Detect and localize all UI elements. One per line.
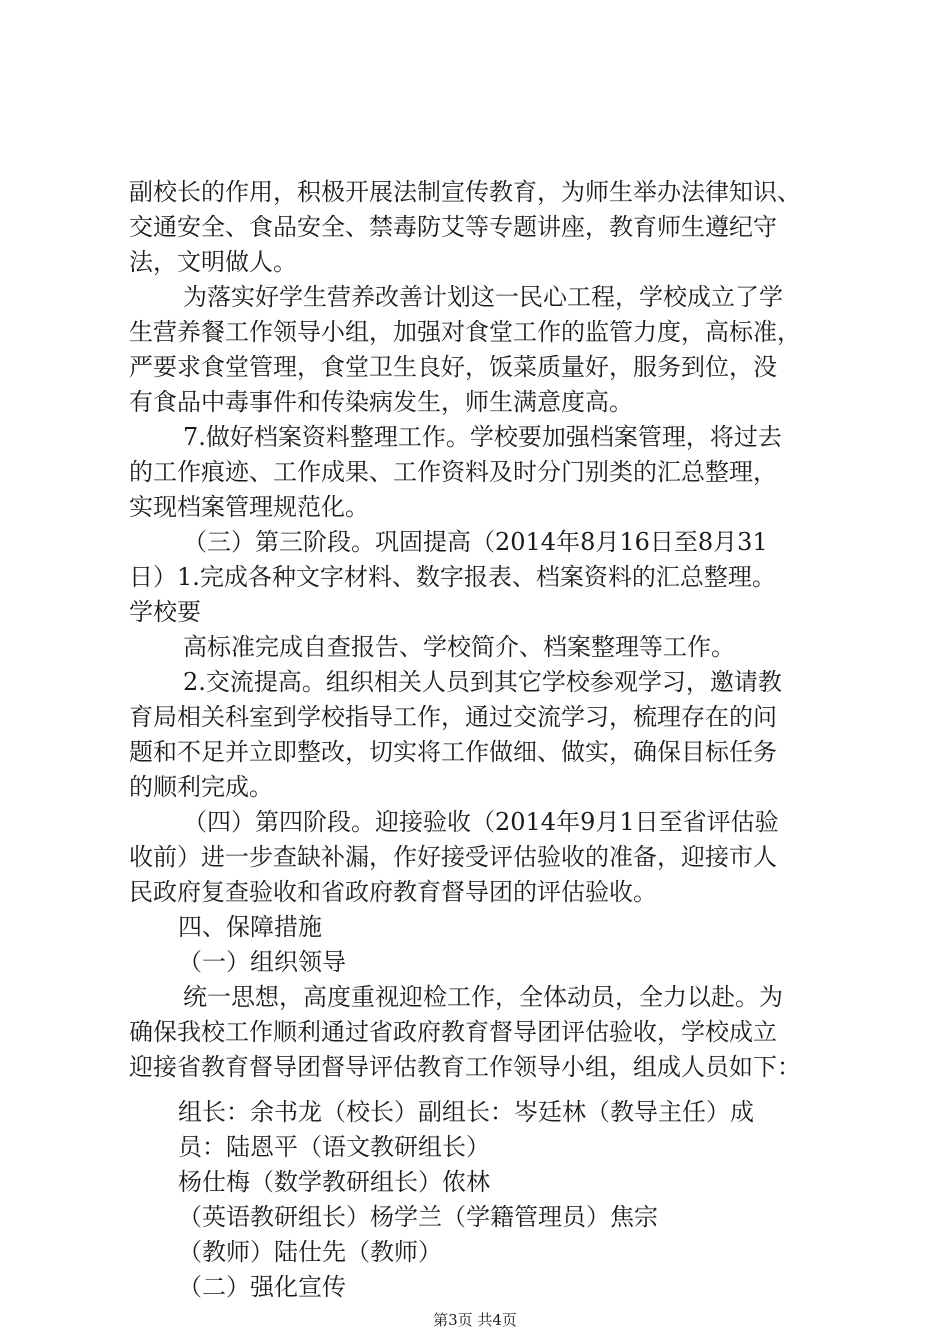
- paragraph-first-line: 为落实好学生营养改善计划这一民心工程，学校成立了学: [183, 283, 783, 311]
- body-text-line: 有食品中毒事件和传染病发生，师生满意度高。: [129, 388, 633, 416]
- body-text-line: 交通安全、食品安全、禁毒防艾等专题讲座，教育师生遵纪守: [129, 213, 777, 241]
- body-text-line: 确保我校工作顺利通过省政府教育督导团评估验收，学校成立: [129, 1018, 777, 1046]
- body-text-line: 迎接省教育督导团督导评估教育工作领导小组，组成人员如下：: [129, 1053, 801, 1081]
- paragraph-first-line: 7.做好档案资料整理工作。学校要加强档案管理，将过去: [183, 423, 782, 451]
- subsection-heading: （一）组织领导: [178, 948, 346, 976]
- member-list-line: （英语教研组长）杨学兰（学籍管理员）焦宗: [178, 1203, 658, 1231]
- body-text-line: 日）1.完成各种文字材料、数字报表、档案资料的汇总整理。: [129, 563, 776, 591]
- body-text-line: 实现档案管理规范化。: [129, 493, 369, 521]
- body-text-line: 生营养餐工作领导小组，加强对食堂工作的监管力度，高标准，: [129, 318, 801, 346]
- member-list-line: （教师）陆仕先（教师）: [178, 1238, 442, 1266]
- member-list-line: 杨仕梅（数学教研组长）侬林: [178, 1168, 490, 1196]
- member-list-line: 组长：余书龙（校长）副组长：岑廷林（教导主任）成: [178, 1098, 754, 1126]
- body-text-line: 副校长的作用，积极开展法制宣传教育，为师生举办法律知识、: [129, 178, 801, 206]
- member-list-line: 员：陆恩平（语文教研组长）: [178, 1133, 490, 1161]
- body-text-line: 法，文明做人。: [129, 248, 297, 276]
- section-heading: 四、保障措施: [178, 913, 322, 941]
- body-text-line: 学校要: [129, 598, 201, 626]
- paragraph-first-line: 统一思想，高度重视迎检工作，全体动员，全力以赴。为: [183, 983, 783, 1011]
- paragraph-first-line: 2.交流提高。组织相关人员到其它学校参观学习，邀请教: [183, 668, 782, 696]
- subsection-heading: （二）强化宣传: [178, 1273, 346, 1301]
- body-text-line: 民政府复查验收和省政府教育督导团的评估验收。: [129, 878, 657, 906]
- body-text-line: 收前）进一步查缺补漏，作好接受评估验收的准备，迎接市人: [129, 843, 777, 871]
- body-text-line: 题和不足并立即整改，切实将工作做细、做实，确保目标任务: [129, 738, 777, 766]
- body-text-line: 的工作痕迹、工作成果、工作资料及时分门别类的汇总整理，: [129, 458, 777, 486]
- section-heading-line: （三）第三阶段。巩固提高（2014年8月16日至8月31: [183, 528, 768, 556]
- body-text-line: 的顺利完成。: [129, 773, 273, 801]
- page-number-footer: 第3页 共4页: [433, 1311, 517, 1329]
- paragraph-first-line: 高标准完成自查报告、学校简介、档案整理等工作。: [183, 633, 735, 661]
- body-text-line: 严要求食堂管理，食堂卫生良好，饭菜质量好，服务到位，没: [129, 353, 777, 381]
- section-heading-line: （四）第四阶段。迎接验收（2014年9月1日至省评估验: [183, 808, 779, 836]
- body-text-line: 育局相关科室到学校指导工作，通过交流学习，梳理存在的问: [129, 703, 777, 731]
